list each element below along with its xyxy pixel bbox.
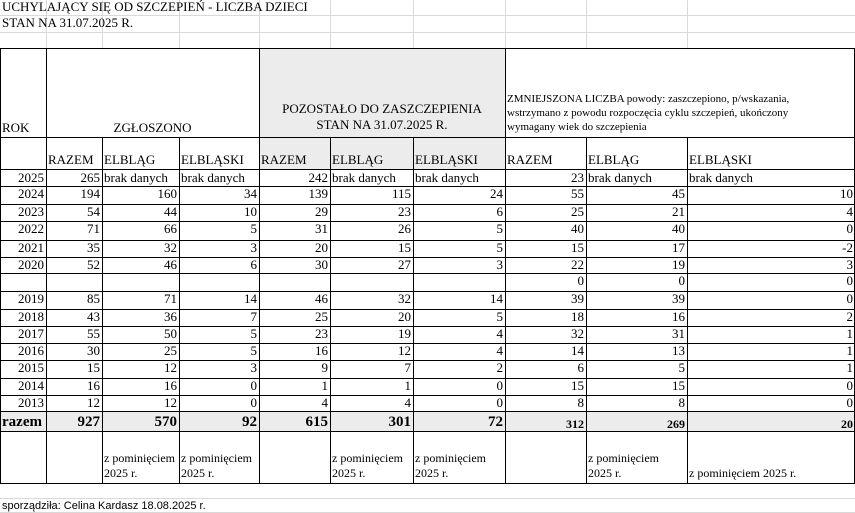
- subheader-razem-6: RAZEM: [507, 152, 553, 167]
- cell-z_elblaski: 3: [250, 240, 257, 255]
- cell-p_razem: 20: [315, 240, 328, 255]
- total-m_elblaski: 20: [841, 417, 853, 431]
- cell-m_razem: 23: [571, 170, 584, 185]
- cell-z_elblaski: brak danych: [181, 170, 245, 185]
- cell-m_elblag: 21: [672, 204, 685, 219]
- cell-z_elblaski: 5: [250, 326, 257, 341]
- cell-p_elblag: 4: [404, 395, 411, 410]
- cell-rok: 2023: [18, 204, 44, 219]
- cell-m_elblaski: 4: [846, 204, 853, 219]
- gridline-col-top-6: [505, 0, 506, 48]
- cell-p_elblag: 23: [398, 204, 411, 219]
- cell-z_elblag: 44: [164, 204, 177, 219]
- cell-z_razem: 15: [87, 360, 100, 375]
- cell-rok: 2013: [18, 395, 44, 410]
- header-pozostalo-l1: POZOSTAŁO DO ZASZCZEPIENIA: [282, 101, 482, 116]
- cell-m_razem: 14: [571, 343, 584, 358]
- note-l2-4: 2025 r.: [588, 466, 622, 480]
- cell-m_elblaski: 2: [846, 309, 853, 324]
- total-z_elblag: 570: [154, 414, 177, 430]
- cell-z_razem: 16: [87, 378, 100, 393]
- cell-m_elblaski: 0: [846, 395, 853, 410]
- subheader-elblaski-8: ELBLĄSKI: [689, 152, 752, 167]
- cell-m_razem: 15: [571, 240, 584, 255]
- total-label: razem: [2, 414, 42, 430]
- table-border-top: [0, 48, 855, 49]
- cell-m_elblaski: brak danych: [689, 170, 753, 185]
- subheader-razem-0: RAZEM: [48, 152, 94, 167]
- cell-p_elblag: 27: [398, 257, 411, 272]
- note-l1-1: z pominięciem: [181, 451, 252, 465]
- cell-z_elblaski: 6: [250, 257, 257, 272]
- title-line-1: UCHYLAJĄCY SIĘ OD SZCZEPIEŃ - LICZBA DZIECI: [2, 0, 308, 14]
- total-p_elblag: 301: [388, 414, 411, 430]
- cell-z_elblaski: 0: [250, 395, 257, 410]
- gridline-top-1: [0, 32, 855, 33]
- cell-m_elblag: 15: [672, 378, 685, 393]
- cell-rok: 2016: [18, 343, 44, 358]
- cell-m_elblag: 5: [678, 360, 685, 375]
- cell-m_razem: 8: [577, 395, 584, 410]
- cell-m_elblag: 0: [678, 273, 685, 288]
- header-rok: ROK: [2, 120, 30, 135]
- total-p_razem: 615: [305, 414, 328, 430]
- footer-signature: sporządziła: Celina Kardasz 18.08.2025 r.: [2, 500, 206, 512]
- cell-p_elblag: 20: [398, 309, 411, 324]
- cell-z_razem: 12: [87, 395, 100, 410]
- cell-p_elblag: 32: [398, 291, 411, 306]
- total-p_elblaski: 72: [488, 414, 503, 430]
- cell-m_elblaski: 1: [846, 343, 853, 358]
- cell-p_razem: 46: [315, 291, 328, 306]
- cell-z_elblag: 66: [164, 221, 177, 236]
- cell-m_elblag: 39: [672, 291, 685, 306]
- cell-p_elblaski: 0: [496, 378, 503, 393]
- cell-z_razem: 85: [87, 291, 100, 306]
- cell-m_razem: 22: [571, 257, 584, 272]
- cell-rok: 2014: [18, 378, 44, 393]
- cell-m_razem: 15: [571, 378, 584, 393]
- cell-m_razem: 6: [577, 360, 584, 375]
- cell-rok: 2024: [18, 186, 44, 201]
- cell-z_elblag: 12: [164, 395, 177, 410]
- subheader-elblag-7: ELBLĄG: [588, 152, 640, 167]
- cell-z_elblag: 25: [164, 343, 177, 358]
- cell-m_elblag: 8: [678, 395, 685, 410]
- note-l2-0: 2025 r.: [104, 466, 138, 480]
- gridline-col-top-4: [330, 0, 331, 48]
- cell-m_elblag: 16: [672, 309, 685, 324]
- cell-p_elblag: 115: [391, 186, 411, 201]
- cell-m_razem: 32: [571, 326, 584, 341]
- cell-p_razem: 1: [321, 378, 328, 393]
- cell-p_elblaski: 5: [496, 221, 503, 236]
- cell-m_razem: 40: [571, 221, 584, 236]
- header-zmniejszona-l2: wstrzymano z powodu rozpoczęcia cyklu szczepień, ukończony: [507, 107, 789, 119]
- cell-p_elblaski: 6: [496, 204, 503, 219]
- cell-m_elblag: 45: [672, 186, 685, 201]
- cell-m_razem: 0: [577, 273, 584, 288]
- cell-m_elblaski: 0: [846, 273, 853, 288]
- gridline-footer: [0, 498, 855, 499]
- cell-m_elblaski: 1: [846, 360, 853, 375]
- header-zgloszono: ZGŁOSZONO: [113, 120, 192, 135]
- cell-z_razem: 71: [87, 221, 100, 236]
- note-l1-0: z pominięciem: [104, 451, 175, 465]
- cell-rok: 2017: [18, 326, 44, 341]
- cell-m_elblaski: 0: [846, 378, 853, 393]
- row-line-last: [0, 411, 855, 412]
- cell-rok: 2019: [18, 291, 44, 306]
- cell-p_razem: 139: [308, 186, 328, 201]
- gridline-col-top-7: [586, 0, 587, 48]
- cell-m_elblaski: 1: [846, 326, 853, 341]
- cell-rok: 2022: [18, 221, 44, 236]
- cell-p_elblag: 7: [404, 360, 411, 375]
- note-l2-1: 2025 r.: [181, 466, 215, 480]
- cell-z_razem: 35: [87, 240, 100, 255]
- cell-z_elblag: 36: [164, 309, 177, 324]
- cell-m_razem: 18: [571, 309, 584, 324]
- cell-z_elblaski: 5: [250, 343, 257, 358]
- cell-z_elblaski: 5: [250, 221, 257, 236]
- total-m_razem: 312: [566, 417, 584, 431]
- cell-p_razem: 23: [315, 326, 328, 341]
- header-zmniejszona-l3: wymagany wiek do szczepienia: [507, 121, 647, 133]
- cell-rok: 2021: [18, 240, 44, 255]
- cell-z_elblag: 46: [164, 257, 177, 272]
- cell-rok: 2020: [18, 257, 44, 272]
- cell-m_elblaski: 3: [846, 257, 853, 272]
- cell-m_elblag: 31: [672, 326, 685, 341]
- subheader-elblaski-2: ELBLĄSKI: [181, 152, 244, 167]
- cell-p_elblaski: 5: [496, 309, 503, 324]
- cell-p_elblaski: 5: [496, 240, 503, 255]
- cell-z_elblaski: 0: [250, 378, 257, 393]
- cell-z_elblag: 12: [164, 360, 177, 375]
- total-z_elblaski: 92: [242, 414, 257, 430]
- cell-p_elblag: 1: [404, 378, 411, 393]
- cell-p_razem: 242: [308, 170, 328, 185]
- cell-m_elblag: 13: [672, 343, 685, 358]
- note-l1-3: z pominięciem: [415, 451, 486, 465]
- cell-z_elblaski: 3: [250, 360, 257, 375]
- cell-rok: 2025: [18, 170, 44, 185]
- cell-p_elblag: 19: [398, 326, 411, 341]
- cell-p_elblag: 15: [398, 240, 411, 255]
- cell-z_elblag: 16: [164, 378, 177, 393]
- cell-p_elblaski: 0: [496, 395, 503, 410]
- cell-p_razem: 16: [315, 343, 328, 358]
- note-l2-3: 2025 r.: [415, 466, 449, 480]
- cell-z_elblag: brak danych: [104, 170, 168, 185]
- cell-m_razem: 25: [571, 204, 584, 219]
- cell-m_elblag: 40: [672, 221, 685, 236]
- cell-m_elblag: brak danych: [588, 170, 652, 185]
- header-pozostalo-l2: STAN NA 31.07.2025 R.: [316, 117, 448, 132]
- note-full: z pominięciem 2025 r.: [689, 466, 797, 480]
- cell-rok: 2018: [18, 309, 44, 324]
- cell-z_razem: 52: [87, 257, 100, 272]
- header-split: [0, 137, 855, 138]
- cell-z_razem: 55: [87, 326, 100, 341]
- cell-p_elblag: 26: [398, 221, 411, 236]
- cell-p_elblaski: 4: [496, 326, 503, 341]
- cell-m_razem: 39: [571, 291, 584, 306]
- cell-p_elblaski: 24: [490, 186, 503, 201]
- cell-p_elblaski: 4: [496, 343, 503, 358]
- cell-rok: 2015: [18, 360, 44, 375]
- cell-p_razem: 30: [315, 257, 328, 272]
- cell-m_elblaski: -2: [842, 240, 853, 255]
- notes-bottom: [0, 483, 855, 484]
- cell-p_elblaski: 3: [496, 257, 503, 272]
- cell-z_razem: 30: [87, 343, 100, 358]
- header-zmniejszona-l1: ZMNIEJSZONA LICZBA powody: zaszczepiono, p/wskazania,: [507, 93, 790, 105]
- cell-z_elblag: 32: [164, 240, 177, 255]
- cell-p_razem: 4: [321, 395, 328, 410]
- note-l1-2: z pominięciem: [332, 451, 403, 465]
- cell-z_razem: 265: [80, 170, 100, 185]
- subheader-elblag-4: ELBLĄG: [332, 152, 384, 167]
- cell-z_elblag: 71: [164, 291, 177, 306]
- cell-m_elblag: 19: [672, 257, 685, 272]
- cell-m_elblaski: 0: [846, 291, 853, 306]
- cell-m_elblaski: 10: [840, 186, 853, 201]
- cell-z_elblag: 50: [164, 326, 177, 341]
- cell-z_razem: 194: [80, 186, 100, 201]
- cell-z_elblaski: 14: [244, 291, 257, 306]
- cell-p_elblag: brak danych: [332, 170, 396, 185]
- cell-m_elblaski: 0: [846, 221, 853, 236]
- cell-m_razem: 55: [571, 186, 584, 201]
- cell-p_elblag: 12: [398, 343, 411, 358]
- cell-p_razem: 25: [315, 309, 328, 324]
- gridline-col-top-8: [687, 0, 688, 48]
- cell-p_razem: 9: [321, 360, 328, 375]
- cell-p_elblaski: brak danych: [415, 170, 479, 185]
- cell-z_elblaski: 34: [244, 186, 257, 201]
- cell-m_elblag: 17: [672, 240, 685, 255]
- cell-p_elblaski: 14: [490, 291, 503, 306]
- cell-p_razem: 31: [315, 221, 328, 236]
- cell-p_elblaski: 2: [496, 360, 503, 375]
- cell-z_razem: 43: [87, 309, 100, 324]
- total-m_elblag: 269: [667, 417, 685, 431]
- subheader-elblag-1: ELBLĄG: [104, 152, 156, 167]
- cell-z_elblaski: 7: [250, 309, 257, 324]
- note-l2-2: 2025 r.: [332, 466, 366, 480]
- cell-z_elblaski: 10: [244, 204, 257, 219]
- title-line-2: STAN NA 31.07.2025 R.: [2, 15, 134, 30]
- subheader-razem-3: RAZEM: [261, 152, 307, 167]
- subheader-elblaski-5: ELBLĄSKI: [415, 152, 478, 167]
- gridline-col-top-5: [413, 0, 414, 48]
- total-z_razem: 927: [77, 414, 100, 430]
- cell-p_razem: 29: [315, 204, 328, 219]
- note-l1-4: z pominięciem: [588, 451, 659, 465]
- cell-z_razem: 54: [87, 204, 100, 219]
- cell-z_elblag: 160: [157, 186, 177, 201]
